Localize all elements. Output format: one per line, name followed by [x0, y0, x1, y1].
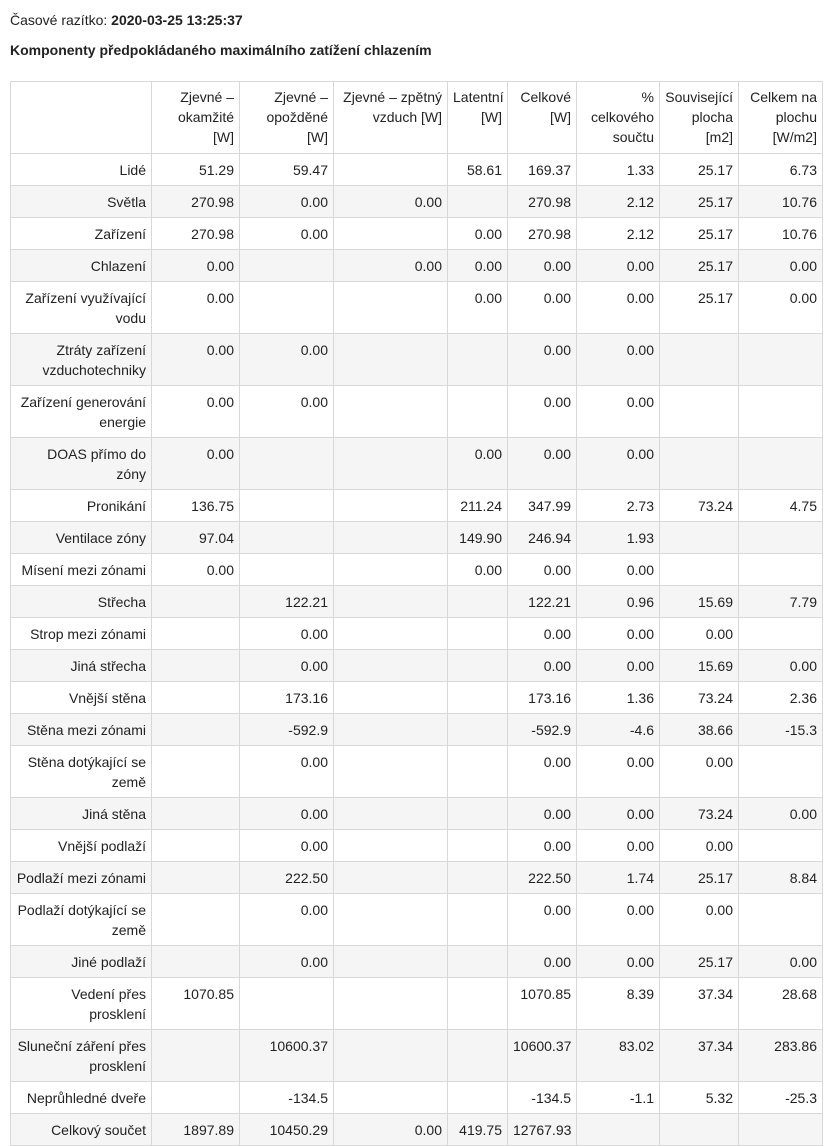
column-header: Související plocha [m2] — [660, 82, 739, 154]
row-label: Světla — [11, 186, 152, 218]
table-cell — [334, 218, 448, 250]
table-cell: 0.00 — [152, 282, 240, 334]
table-cell: 15.69 — [660, 586, 739, 618]
table-cell — [660, 334, 739, 386]
table-row — [11, 862, 823, 894]
table-cell: 0.00 — [660, 746, 739, 798]
table-cell: 0.00 — [508, 618, 577, 650]
row-label: Jiná stěna — [11, 798, 152, 830]
table-cell — [240, 250, 334, 282]
table-cell: 0.00 — [577, 334, 660, 386]
table-cell: 0.00 — [240, 386, 334, 438]
row-label: Mísení mezi zónami — [11, 554, 152, 586]
table-cell: 25.17 — [660, 946, 739, 978]
table-cell: 1.74 — [577, 862, 660, 894]
table-cell: 0.00 — [508, 650, 577, 682]
table-cell — [334, 682, 448, 714]
table-cell — [240, 978, 334, 1030]
table-cell: 0.00 — [739, 798, 823, 830]
table-cell — [334, 586, 448, 618]
table-cell: 0.00 — [508, 334, 577, 386]
table-cell — [334, 490, 448, 522]
table-cell: -1.1 — [577, 1082, 660, 1114]
table-cell: 0.00 — [577, 618, 660, 650]
table-cell — [448, 586, 508, 618]
table-cell: 1.93 — [577, 522, 660, 554]
table-cell: 10600.37 — [508, 1030, 577, 1082]
row-label: Stěna dotýkající se země — [11, 746, 152, 798]
table-cell: 0.00 — [508, 386, 577, 438]
table-cell — [448, 650, 508, 682]
row-label: Podlaží dotýkající se země — [11, 894, 152, 946]
table-cell: 0.00 — [577, 282, 660, 334]
table-cell: 10.76 — [739, 186, 823, 218]
table-cell: 169.37 — [508, 154, 577, 186]
table-cell — [577, 1114, 660, 1146]
column-header: Zjevné – zpětný vzduch [W] — [334, 82, 448, 154]
report-title: Komponenty předpokládaného maximálního zatížení chlazením — [10, 42, 432, 58]
row-label: Zařízení využívající vodu — [11, 282, 152, 334]
table-cell — [240, 554, 334, 586]
table-cell: 4.75 — [739, 490, 823, 522]
table-cell: 0.00 — [448, 554, 508, 586]
table-cell — [448, 798, 508, 830]
table-cell — [448, 682, 508, 714]
table-cell — [448, 894, 508, 946]
table-cell: -25.3 — [739, 1082, 823, 1114]
table-cell: 0.00 — [577, 830, 660, 862]
table-cell: 0.00 — [508, 798, 577, 830]
column-header: % celkového součtu — [577, 82, 660, 154]
table-cell — [448, 334, 508, 386]
table-cell — [152, 618, 240, 650]
table-cell: 8.84 — [739, 862, 823, 894]
table-cell: 0.00 — [240, 334, 334, 386]
table-cell: 0.00 — [508, 894, 577, 946]
table-cell: 0.00 — [577, 798, 660, 830]
column-header: Celkové [W] — [508, 82, 577, 154]
table-cell — [152, 714, 240, 746]
table-cell: 0.00 — [240, 218, 334, 250]
table-cell — [448, 862, 508, 894]
table-row — [11, 746, 823, 798]
table-body — [11, 154, 823, 1146]
table-cell: 0.00 — [739, 946, 823, 978]
table-cell — [334, 618, 448, 650]
table-cell: 0.00 — [739, 250, 823, 282]
table-row — [11, 438, 823, 490]
table-cell — [739, 386, 823, 438]
table-cell: 0.00 — [577, 946, 660, 978]
table-row — [11, 218, 823, 250]
table-cell: 37.34 — [660, 1030, 739, 1082]
table-cell — [334, 386, 448, 438]
table-row — [11, 682, 823, 714]
row-label: Sluneční záření přes prosklení — [11, 1030, 152, 1082]
table-cell: 0.00 — [508, 554, 577, 586]
row-label: Vnější podlaží — [11, 830, 152, 862]
table-cell — [660, 438, 739, 490]
table-cell: 270.98 — [152, 218, 240, 250]
table-cell: 211.24 — [448, 490, 508, 522]
table-cell — [739, 1114, 823, 1146]
row-label: DOAS přímo do zóny — [11, 438, 152, 490]
table-cell: 0.00 — [240, 618, 334, 650]
table-cell — [739, 522, 823, 554]
table-cell: 0.00 — [577, 386, 660, 438]
table-cell: 0.00 — [240, 650, 334, 682]
table-cell: 37.34 — [660, 978, 739, 1030]
table-cell: 1.33 — [577, 154, 660, 186]
table-cell: 222.50 — [508, 862, 577, 894]
table-cell: 0.00 — [152, 250, 240, 282]
row-label: Ventilace zóny — [11, 522, 152, 554]
table-cell: 270.98 — [152, 186, 240, 218]
table-row — [11, 1082, 823, 1114]
table-cell: 0.00 — [577, 250, 660, 282]
table-cell — [240, 282, 334, 334]
table-cell — [739, 746, 823, 798]
table-cell: 0.00 — [334, 1114, 448, 1146]
table-cell: 0.00 — [508, 438, 577, 490]
table-row — [11, 386, 823, 438]
table-cell — [739, 830, 823, 862]
table-cell — [152, 682, 240, 714]
table-row — [11, 586, 823, 618]
table-cell — [739, 554, 823, 586]
table-row — [11, 714, 823, 746]
table-cell — [240, 522, 334, 554]
table-cell — [334, 650, 448, 682]
table-cell — [739, 438, 823, 490]
row-label: Neprůhledné dveře — [11, 1082, 152, 1114]
row-label: Zařízení generování energie — [11, 386, 152, 438]
table-cell: 173.16 — [240, 682, 334, 714]
table-row — [11, 1114, 823, 1146]
table-cell: 1897.89 — [152, 1114, 240, 1146]
table-cell: 270.98 — [508, 186, 577, 218]
table-cell: -15.3 — [739, 714, 823, 746]
table-cell: 25.17 — [660, 186, 739, 218]
table-cell — [152, 650, 240, 682]
row-label: Střecha — [11, 586, 152, 618]
table-cell — [334, 978, 448, 1030]
table-row — [11, 250, 823, 282]
table-cell: 0.00 — [508, 746, 577, 798]
table-cell: 25.17 — [660, 862, 739, 894]
table-cell: 0.00 — [240, 946, 334, 978]
column-header — [11, 82, 152, 154]
table-cell — [152, 946, 240, 978]
table-cell: 0.00 — [334, 186, 448, 218]
table-cell: -134.5 — [508, 1082, 577, 1114]
table-cell — [448, 1082, 508, 1114]
table-cell: -134.5 — [240, 1082, 334, 1114]
table-cell: 2.73 — [577, 490, 660, 522]
table-cell — [334, 1030, 448, 1082]
table-cell: 0.00 — [577, 746, 660, 798]
table-cell — [448, 830, 508, 862]
table-cell — [334, 282, 448, 334]
table-cell: 0.00 — [577, 554, 660, 586]
row-label: Lidé — [11, 154, 152, 186]
table-cell — [152, 798, 240, 830]
table-cell — [334, 830, 448, 862]
table-cell: 347.99 — [508, 490, 577, 522]
table-cell: 6.73 — [739, 154, 823, 186]
table-cell: 136.75 — [152, 490, 240, 522]
table-cell: 1.36 — [577, 682, 660, 714]
row-label: Celkový součet — [11, 1114, 152, 1146]
table-cell: 25.17 — [660, 218, 739, 250]
table-cell: 0.00 — [240, 186, 334, 218]
table-cell: 51.29 — [152, 154, 240, 186]
table-cell — [334, 1082, 448, 1114]
table-cell: 149.90 — [448, 522, 508, 554]
table-cell — [152, 862, 240, 894]
table-cell — [448, 946, 508, 978]
table-row — [11, 282, 823, 334]
table-cell: 122.21 — [240, 586, 334, 618]
table-cell: 59.47 — [240, 154, 334, 186]
table-cell: 0.00 — [152, 386, 240, 438]
table-cell: 283.86 — [739, 1030, 823, 1082]
table-cell: 10.76 — [739, 218, 823, 250]
row-label: Vedení přes prosklení — [11, 978, 152, 1030]
timestamp-value: 2020-03-25 13:25:37 — [111, 12, 243, 28]
table-cell: 73.24 — [660, 490, 739, 522]
table-cell — [448, 1030, 508, 1082]
table-cell: 28.68 — [739, 978, 823, 1030]
table-cell: 270.98 — [508, 218, 577, 250]
table-cell: 0.00 — [577, 650, 660, 682]
table-cell — [152, 830, 240, 862]
table-row — [11, 490, 823, 522]
table-cell — [739, 894, 823, 946]
table-cell: 58.61 — [448, 154, 508, 186]
table-cell: 0.00 — [577, 438, 660, 490]
table-cell: 10450.29 — [240, 1114, 334, 1146]
column-header: Latentní [W] — [448, 82, 508, 154]
table-cell — [240, 438, 334, 490]
row-label: Stěna mezi zónami — [11, 714, 152, 746]
row-label: Chlazení — [11, 250, 152, 282]
table-cell: 0.00 — [240, 746, 334, 798]
table-row — [11, 154, 823, 186]
table-cell: 0.00 — [508, 282, 577, 334]
table-cell — [660, 1114, 739, 1146]
table-cell — [334, 714, 448, 746]
table-cell — [334, 946, 448, 978]
table-cell: 0.00 — [240, 798, 334, 830]
table-cell — [240, 490, 334, 522]
table-cell: 1070.85 — [152, 978, 240, 1030]
timestamp — [10, 12, 243, 28]
table-row — [11, 830, 823, 862]
table-cell: 122.21 — [508, 586, 577, 618]
table-cell: 0.00 — [577, 894, 660, 946]
table-row — [11, 618, 823, 650]
table-cell: 7.79 — [739, 586, 823, 618]
table-cell — [152, 1030, 240, 1082]
table-cell — [660, 554, 739, 586]
table-cell: 0.00 — [660, 830, 739, 862]
table-cell: 0.00 — [334, 250, 448, 282]
table-cell: 173.16 — [508, 682, 577, 714]
table-cell — [448, 714, 508, 746]
table-cell — [334, 438, 448, 490]
table-cell: 0.00 — [448, 438, 508, 490]
header-row — [11, 82, 823, 154]
table-row — [11, 650, 823, 682]
table-cell: 25.17 — [660, 154, 739, 186]
table-cell: 2.12 — [577, 186, 660, 218]
column-header: Zjevné – opožděné [W] — [240, 82, 334, 154]
table-row — [11, 798, 823, 830]
table-cell: 15.69 — [660, 650, 739, 682]
table-cell — [660, 386, 739, 438]
table-cell: 25.17 — [660, 282, 739, 334]
table-row — [11, 554, 823, 586]
table-cell: 0.00 — [508, 946, 577, 978]
table-cell — [448, 618, 508, 650]
table-cell — [334, 554, 448, 586]
table-cell — [334, 894, 448, 946]
row-label: Vnější stěna — [11, 682, 152, 714]
table-row — [11, 522, 823, 554]
table-cell: 12767.93 — [508, 1114, 577, 1146]
table-cell — [448, 746, 508, 798]
table-cell: 25.17 — [660, 250, 739, 282]
table-cell — [334, 746, 448, 798]
table-row — [11, 334, 823, 386]
table-cell: 0.00 — [240, 894, 334, 946]
table-cell: 5.32 — [660, 1082, 739, 1114]
table-cell: 73.24 — [660, 682, 739, 714]
row-label: Podlaží mezi zónami — [11, 862, 152, 894]
table-cell: 0.00 — [508, 250, 577, 282]
table-cell: 0.96 — [577, 586, 660, 618]
table-cell: 0.00 — [739, 282, 823, 334]
column-header: Zjevné – okamžité [W] — [152, 82, 240, 154]
row-label: Strop mezi zónami — [11, 618, 152, 650]
table-cell: 0.00 — [152, 334, 240, 386]
table-cell — [448, 978, 508, 1030]
table-cell — [152, 586, 240, 618]
table-row — [11, 186, 823, 218]
table-cell: 0.00 — [660, 894, 739, 946]
cooling-load-components-table — [10, 81, 823, 1146]
table-cell — [448, 386, 508, 438]
row-label: Ztráty zařízení vzduchotechniky — [11, 334, 152, 386]
table-row — [11, 946, 823, 978]
row-label: Zařízení — [11, 218, 152, 250]
table-cell: 0.00 — [448, 250, 508, 282]
table-cell — [152, 746, 240, 798]
table-cell — [334, 862, 448, 894]
table-cell: 8.39 — [577, 978, 660, 1030]
table-cell — [739, 618, 823, 650]
table-cell — [334, 798, 448, 830]
table-cell — [334, 334, 448, 386]
table-cell — [152, 1082, 240, 1114]
table-cell: 83.02 — [577, 1030, 660, 1082]
table-cell: 0.00 — [660, 618, 739, 650]
table-cell: 0.00 — [448, 218, 508, 250]
table-cell — [660, 522, 739, 554]
table-header — [11, 82, 823, 154]
table-cell: -4.6 — [577, 714, 660, 746]
table-cell: 1070.85 — [508, 978, 577, 1030]
table-cell: 0.00 — [152, 554, 240, 586]
column-header: Celkem na plochu [W/m2] — [739, 82, 823, 154]
table-row — [11, 978, 823, 1030]
table-cell — [739, 334, 823, 386]
table-cell: 73.24 — [660, 798, 739, 830]
timestamp-label: Časové razítko: — [10, 12, 108, 28]
table-cell: -592.9 — [508, 714, 577, 746]
table-row — [11, 1030, 823, 1082]
table-cell: 2.12 — [577, 218, 660, 250]
row-label: Jiné podlaží — [11, 946, 152, 978]
table-cell: 97.04 — [152, 522, 240, 554]
table-cell: 222.50 — [240, 862, 334, 894]
table-cell — [448, 186, 508, 218]
table-cell: 0.00 — [448, 282, 508, 334]
table-cell: 38.66 — [660, 714, 739, 746]
table-cell — [152, 894, 240, 946]
table-cell: 0.00 — [508, 830, 577, 862]
row-label: Pronikání — [11, 490, 152, 522]
table-cell: 10600.37 — [240, 1030, 334, 1082]
table-cell — [334, 154, 448, 186]
table-cell: 2.36 — [739, 682, 823, 714]
table-cell: 0.00 — [739, 650, 823, 682]
table-cell: 246.94 — [508, 522, 577, 554]
row-label: Jiná střecha — [11, 650, 152, 682]
table-cell — [334, 522, 448, 554]
table-cell: 419.75 — [448, 1114, 508, 1146]
table-row — [11, 894, 823, 946]
table-cell: 0.00 — [152, 438, 240, 490]
table-cell: 0.00 — [240, 830, 334, 862]
table-cell: -592.9 — [240, 714, 334, 746]
